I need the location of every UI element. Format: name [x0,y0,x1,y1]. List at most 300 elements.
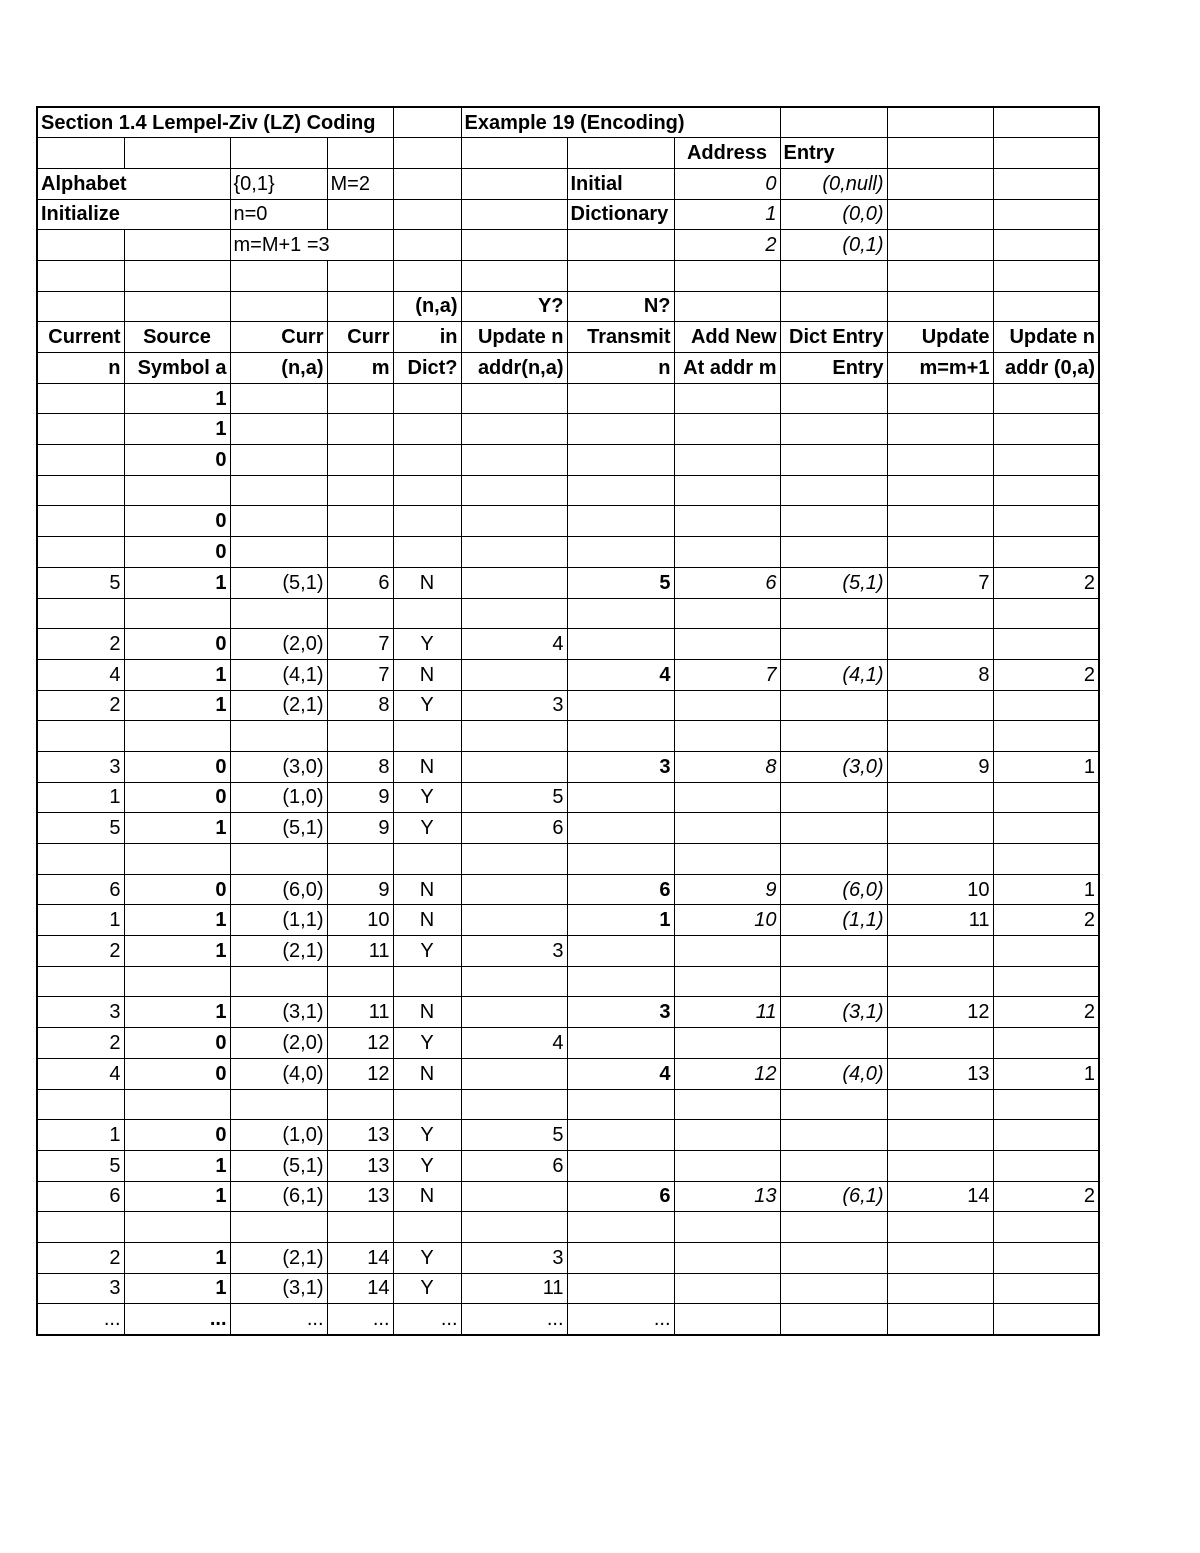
table-cell [37,230,124,261]
table-cell [393,260,461,291]
table-cell: 5 [37,567,124,598]
table-cell: 3 [567,997,674,1028]
table-cell [461,168,567,199]
table-cell [887,506,993,537]
table-cell [780,598,887,629]
table-cell: 8 [887,659,993,690]
table-cell: 13 [327,1181,393,1212]
table-cell [37,475,124,506]
table-cell: N? [567,291,674,322]
table-cell [780,475,887,506]
table-cell: 9 [327,813,393,844]
table-cell: 13 [327,1150,393,1181]
table-cell: 5 [37,813,124,844]
table-cell [393,537,461,568]
table-cell [124,260,230,291]
table-cell [887,690,993,721]
table-cell: (n,a) [393,291,461,322]
table-cell: 1 [124,936,230,967]
table-cell [327,966,393,997]
table-cell [887,1242,993,1273]
table-cell [393,506,461,537]
table-cell [780,844,887,875]
table-cell [461,506,567,537]
table-cell: 2 [674,230,780,261]
table-cell [230,260,327,291]
table-row [37,598,1099,629]
table-row [37,1273,1099,1304]
table-cell: (6,1) [230,1181,327,1212]
table-cell [461,138,567,169]
table-cell [230,445,327,476]
table-cell [674,598,780,629]
table-row [37,168,1099,199]
table-row [37,199,1099,230]
table-cell [567,383,674,414]
table-row [37,1089,1099,1120]
table-cell [37,260,124,291]
table-row [37,1181,1099,1212]
table-cell [393,138,461,169]
table-cell [674,690,780,721]
table-cell: n [37,353,124,384]
table-cell [230,414,327,445]
table-cell [567,629,674,660]
table-cell [37,844,124,875]
table-cell: ... [327,1304,393,1335]
table-row [37,813,1099,844]
table-cell: 13 [327,1120,393,1151]
table-cell [327,414,393,445]
table-cell [393,168,461,199]
table-cell: Y [393,1273,461,1304]
table-cell: addr (0,a) [993,353,1099,384]
table-cell [393,107,461,138]
table-cell [993,1304,1099,1335]
table-cell [993,1242,1099,1273]
table-cell [780,260,887,291]
table-cell [461,1089,567,1120]
table-cell: Y [393,1028,461,1059]
table-cell: Y [393,1150,461,1181]
table-cell [230,475,327,506]
table-cell [327,844,393,875]
table-cell: Initialize [37,199,230,230]
table-cell [461,1181,567,1212]
table-cell [780,1089,887,1120]
table-cell [674,1242,780,1273]
table-cell [780,445,887,476]
table-cell [887,260,993,291]
table-cell [780,1028,887,1059]
table-cell [393,199,461,230]
table-cell: 2 [993,997,1099,1028]
table-cell [887,199,993,230]
table-cell: (2,0) [230,1028,327,1059]
table-cell: 2 [37,629,124,660]
table-cell: 2 [37,690,124,721]
table-cell [124,598,230,629]
table-cell [567,230,674,261]
table-cell [887,537,993,568]
table-cell: 1 [124,414,230,445]
table-row [37,690,1099,721]
table-cell [887,107,993,138]
table-cell: N [393,751,461,782]
table-row [37,1028,1099,1059]
table-cell: 1 [993,1058,1099,1089]
table-cell [37,1089,124,1120]
table-cell [887,138,993,169]
table-cell [567,844,674,875]
table-row [37,107,1099,138]
table-cell [887,629,993,660]
table-cell: 2 [993,659,1099,690]
table-cell [567,445,674,476]
table-cell: 4 [461,1028,567,1059]
table-cell [393,475,461,506]
table-cell: ... [567,1304,674,1335]
table-cell: 1 [124,1273,230,1304]
table-cell: Dict Entry [780,322,887,353]
table-cell: 1 [124,1150,230,1181]
table-row [37,567,1099,598]
table-cell [674,475,780,506]
table-cell [887,168,993,199]
table-cell [993,230,1099,261]
table-cell [461,230,567,261]
table-row [37,138,1099,169]
table-cell [461,874,567,905]
table-cell: 9 [887,751,993,782]
table-cell: 2 [993,567,1099,598]
table-cell [674,782,780,813]
table-cell [461,997,567,1028]
table-cell [780,1273,887,1304]
table-cell [674,506,780,537]
table-cell: 1 [124,813,230,844]
table-cell [567,598,674,629]
table-cell: Add New [674,322,780,353]
table-cell [993,1150,1099,1181]
table-cell: (0,0) [780,199,887,230]
table-cell [567,1242,674,1273]
table-cell [327,291,393,322]
table-row [37,383,1099,414]
table-cell [393,1212,461,1243]
table-cell: 4 [37,659,124,690]
table-cell [567,260,674,291]
table-cell [780,291,887,322]
table-row [37,659,1099,690]
table-cell: 7 [674,659,780,690]
table-cell: Curr [327,322,393,353]
table-cell [993,260,1099,291]
table-cell: 10 [674,905,780,936]
table-cell: Dictionary [567,199,674,230]
table-cell [993,138,1099,169]
table-cell: 0 [674,168,780,199]
table-cell [461,414,567,445]
table-cell: 3 [567,751,674,782]
table-cell: 1 [674,199,780,230]
table-cell [674,1028,780,1059]
table-cell: 9 [327,782,393,813]
table-cell [780,629,887,660]
table-cell: 6 [327,567,393,598]
table-cell [993,383,1099,414]
table-cell: (2,1) [230,936,327,967]
table-cell [230,1212,327,1243]
table-row [37,721,1099,752]
table-cell [230,506,327,537]
table-cell: ... [124,1304,230,1335]
table-cell: in [393,322,461,353]
table-cell [780,107,887,138]
table-cell [567,966,674,997]
table-cell: 1 [37,1120,124,1151]
table-cell [567,782,674,813]
table-cell [887,445,993,476]
table-cell [780,1120,887,1151]
table-row [37,260,1099,291]
table-cell: Section 1.4 Lempel-Ziv (LZ) Coding [37,107,393,138]
table-cell: Y [393,629,461,660]
table-cell [124,291,230,322]
table-cell [674,1120,780,1151]
table-cell: 3 [461,1242,567,1273]
table-cell [461,383,567,414]
table-row [37,445,1099,476]
table-cell: N [393,905,461,936]
table-cell: N [393,997,461,1028]
table-cell: (1,0) [230,782,327,813]
table-cell: 14 [327,1273,393,1304]
table-cell [780,813,887,844]
table-cell: 1 [993,874,1099,905]
table-cell: 3 [461,690,567,721]
table-row [37,1058,1099,1089]
table-cell: 11 [461,1273,567,1304]
table-cell [461,598,567,629]
table-cell [37,598,124,629]
table-cell: 7 [327,659,393,690]
table-cell [674,1212,780,1243]
table-cell [887,383,993,414]
table-cell [567,1028,674,1059]
table-cell: (1,1) [780,905,887,936]
table-cell: 6 [567,1181,674,1212]
table-cell [230,598,327,629]
table-cell [887,230,993,261]
table-cell [887,1120,993,1151]
table-cell [37,1212,124,1243]
table-cell: (2,1) [230,1242,327,1273]
table-cell: Initial [567,168,674,199]
table-row [37,537,1099,568]
table-cell: (5,1) [230,1150,327,1181]
table-cell: 13 [674,1181,780,1212]
table-cell [124,230,230,261]
table-cell [327,1089,393,1120]
table-cell [230,383,327,414]
table-row [37,997,1099,1028]
table-cell [993,721,1099,752]
table-cell [993,1028,1099,1059]
table-cell [393,721,461,752]
table-cell: 1 [124,659,230,690]
table-cell: (6,0) [230,874,327,905]
table-cell [327,537,393,568]
table-cell [887,1150,993,1181]
table-cell: At addr m [674,353,780,384]
table-cell: 11 [327,997,393,1028]
table-cell [887,1028,993,1059]
table-cell [780,414,887,445]
table-cell [327,138,393,169]
table-cell: (5,1) [230,813,327,844]
table-cell: 6 [674,567,780,598]
table-cell [887,966,993,997]
table-cell [461,445,567,476]
table-cell: {0,1} [230,168,327,199]
table-cell: 6 [461,813,567,844]
table-cell [993,966,1099,997]
table-row [37,1120,1099,1151]
table-cell: 0 [124,751,230,782]
table-row [37,751,1099,782]
table-cell: ... [393,1304,461,1335]
table-cell [327,199,393,230]
table-row [37,782,1099,813]
table-cell: 7 [887,567,993,598]
table-cell [780,1150,887,1181]
table-cell: 2 [37,1028,124,1059]
table-cell: (2,0) [230,629,327,660]
table-cell: N [393,1058,461,1089]
table-cell: 2 [37,1242,124,1273]
table-cell [674,445,780,476]
table-cell: (5,1) [780,567,887,598]
table-cell [461,199,567,230]
table-cell [124,1212,230,1243]
table-cell: 10 [887,874,993,905]
table-cell: (3,1) [230,997,327,1028]
table-cell [887,291,993,322]
table-cell [674,966,780,997]
table-cell: (1,1) [230,905,327,936]
table-cell [124,966,230,997]
table-cell [461,721,567,752]
table-cell [674,1089,780,1120]
table-cell: N [393,567,461,598]
table-cell: 1 [37,905,124,936]
table-cell: ... [37,1304,124,1335]
table-cell [37,445,124,476]
table-cell: (6,1) [780,1181,887,1212]
table-cell [124,1089,230,1120]
table-cell: (3,0) [780,751,887,782]
table-cell [993,1212,1099,1243]
table-cell: 1 [567,905,674,936]
table-row [37,1212,1099,1243]
table-cell [887,1089,993,1120]
table-cell [887,414,993,445]
table-cell: 1 [124,997,230,1028]
table-cell [37,506,124,537]
table-cell [993,629,1099,660]
table-cell [674,721,780,752]
table-cell [461,844,567,875]
table-cell [567,1150,674,1181]
table-cell: 1 [124,690,230,721]
table-cell: Curr [230,322,327,353]
table-cell: Example 19 (Encoding) [461,107,780,138]
table-cell: Alphabet [37,168,230,199]
table-cell: (0,null) [780,168,887,199]
table-row [37,966,1099,997]
table-cell [230,721,327,752]
table-cell [461,966,567,997]
table-cell [567,1089,674,1120]
table-cell [993,844,1099,875]
table-cell: Update n [461,322,567,353]
table-cell [567,1120,674,1151]
table-cell [567,414,674,445]
table-row [37,936,1099,967]
table-cell [37,383,124,414]
table-cell [393,1089,461,1120]
table-cell [327,506,393,537]
table-cell: 5 [37,1150,124,1181]
table-cell: Entry [780,353,887,384]
table-cell: (n,a) [230,353,327,384]
table-cell: N [393,874,461,905]
table-cell [567,506,674,537]
table-cell: (2,1) [230,690,327,721]
table-cell: 6 [37,1181,124,1212]
table-cell [37,138,124,169]
table-cell: 12 [327,1058,393,1089]
table-cell [993,1273,1099,1304]
table-cell [327,445,393,476]
table-cell [567,138,674,169]
table-cell [887,475,993,506]
table-cell: 1 [124,383,230,414]
table-cell [327,721,393,752]
table-cell [887,813,993,844]
table-row [37,506,1099,537]
table-cell [674,629,780,660]
table-cell: (3,1) [230,1273,327,1304]
table-cell [393,414,461,445]
table-cell [887,844,993,875]
table-cell [674,936,780,967]
table-cell [461,659,567,690]
table-cell: 4 [567,659,674,690]
table-cell [327,1212,393,1243]
table-cell [887,721,993,752]
table-cell [124,844,230,875]
table-cell [567,475,674,506]
table-cell [674,1304,780,1335]
table-cell [567,690,674,721]
table-cell: n [567,353,674,384]
table-cell: 11 [327,936,393,967]
table-cell [230,138,327,169]
table-cell [993,506,1099,537]
table-cell: 12 [674,1058,780,1089]
